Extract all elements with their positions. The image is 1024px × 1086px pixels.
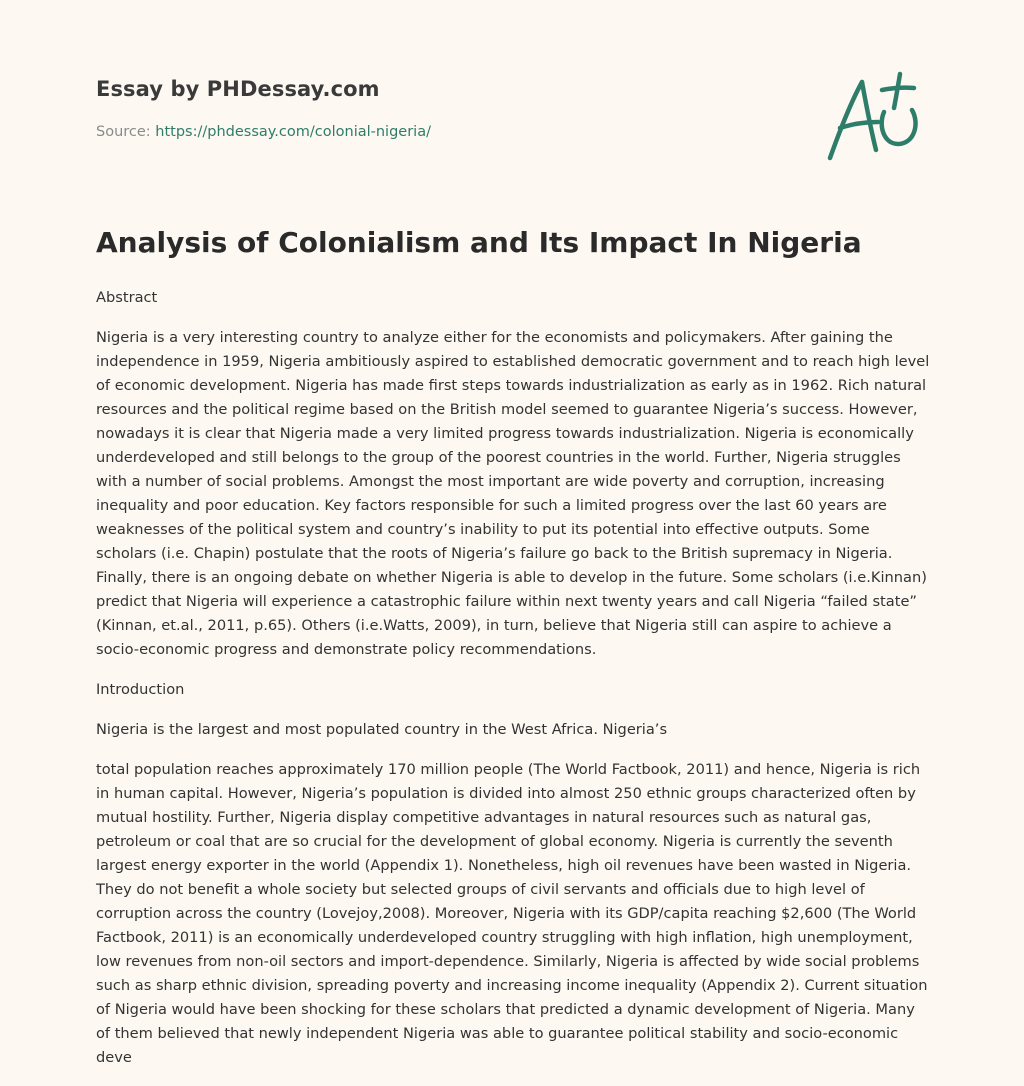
source-link[interactable]: https://phdessay.com/colonial-nigeria/ <box>155 124 431 140</box>
abstract-paragraph: Nigeria is a very interesting country to analyze either for the economists and policymakers. After gaining the independence in 1959, Nigeria ambitiously aspired to established democratic government and to reach high level of economic development. Nigeria has made first steps towards industrialization as early as in 1962. Rich natural resources and the political regime based on the British model seemed to guarantee Nigeria’s success. However, nowadays it is clear that Nigeria made a very limited progress towards industrialization. Nigeria is economically underdeveloped and still belongs to the group of the poorest countries in the world. Further, Nigeria struggles with a number of social problems. Amongst the most important are wide poverty and corruption, increasing inequality and poor education. Key factors responsible for such a limited progress over the last 60 years are weaknesses of the political system and country’s inability to put its potential into effective outputs. Some scholars (i.e. Chapin) postulate that the roots of Nigeria’s failure go back to the British supremacy in Nigeria. Finally, there is an ongoing debate on whether Nigeria is able to develop in the future. Some scholars (i.e.Kinnan) predict that Nigeria will experience a catastrophic failure within next twenty years and call Nigeria “failed state” (Kinnan, et.al., 2011, p.65). Others (i.e.Watts, 2009), in turn, believe that Nigeria still can aspire to achieve a socio-economic progress and demonstrate policy recommendations. <box>96 329 930 658</box>
a-plus-logo-icon <box>822 68 926 164</box>
source-label: Source: <box>96 124 156 140</box>
abstract-heading: Abstract <box>96 289 158 306</box>
essay-body <box>96 286 932 1086</box>
introduction-heading: Introduction <box>96 681 185 698</box>
source-line <box>96 124 431 140</box>
introduction-paragraph-1: Nigeria is the largest and most populated country in the West Africa. Nigeria’s <box>96 721 668 738</box>
site-brand: Essay by PHDessay.com <box>96 77 380 101</box>
introduction-paragraph-2: total population reaches approximately 170 million people (The World Factbook, 2011) and hence, Nigeria is rich in human capital. However, Nigeria’s population is divided into almost 250 ethnic groups characterized often by mutual hostility. Further, Nigeria display competitive advantages in natural resources such as natural gas, petroleum or coal that are so crucial for the development of global economy. Nigeria is currently the seventh largest energy exporter in the world (Appendix 1). Nonetheless, high oil revenues have been wasted in Nigeria. They do not benefit a whole society but selected groups of civil servants and officials due to high level of corruption across the country (Lovejoy,2008). Moreover, Nigeria with its GDP/capita reaching $2,600 (The World Factbook, 2011) is an economically underdeveloped country struggling with high inflation, high unemployment, low revenues from non-oil sectors and import-dependence. Similarly, Nigeria is affected by wide social problems such as sharp ethnic division, spreading poverty and increasing income inequality (Appendix 2). Current situation of Nigeria would have been shocking for these scholars that predicted a dynamic development of Nigeria. Many of them believed that newly independent Nigeria was able to guarantee political stability and socio-economic deve <box>96 761 928 1066</box>
essay-title: Analysis of Colonialism and Its Impact In Nigeria <box>96 226 862 259</box>
